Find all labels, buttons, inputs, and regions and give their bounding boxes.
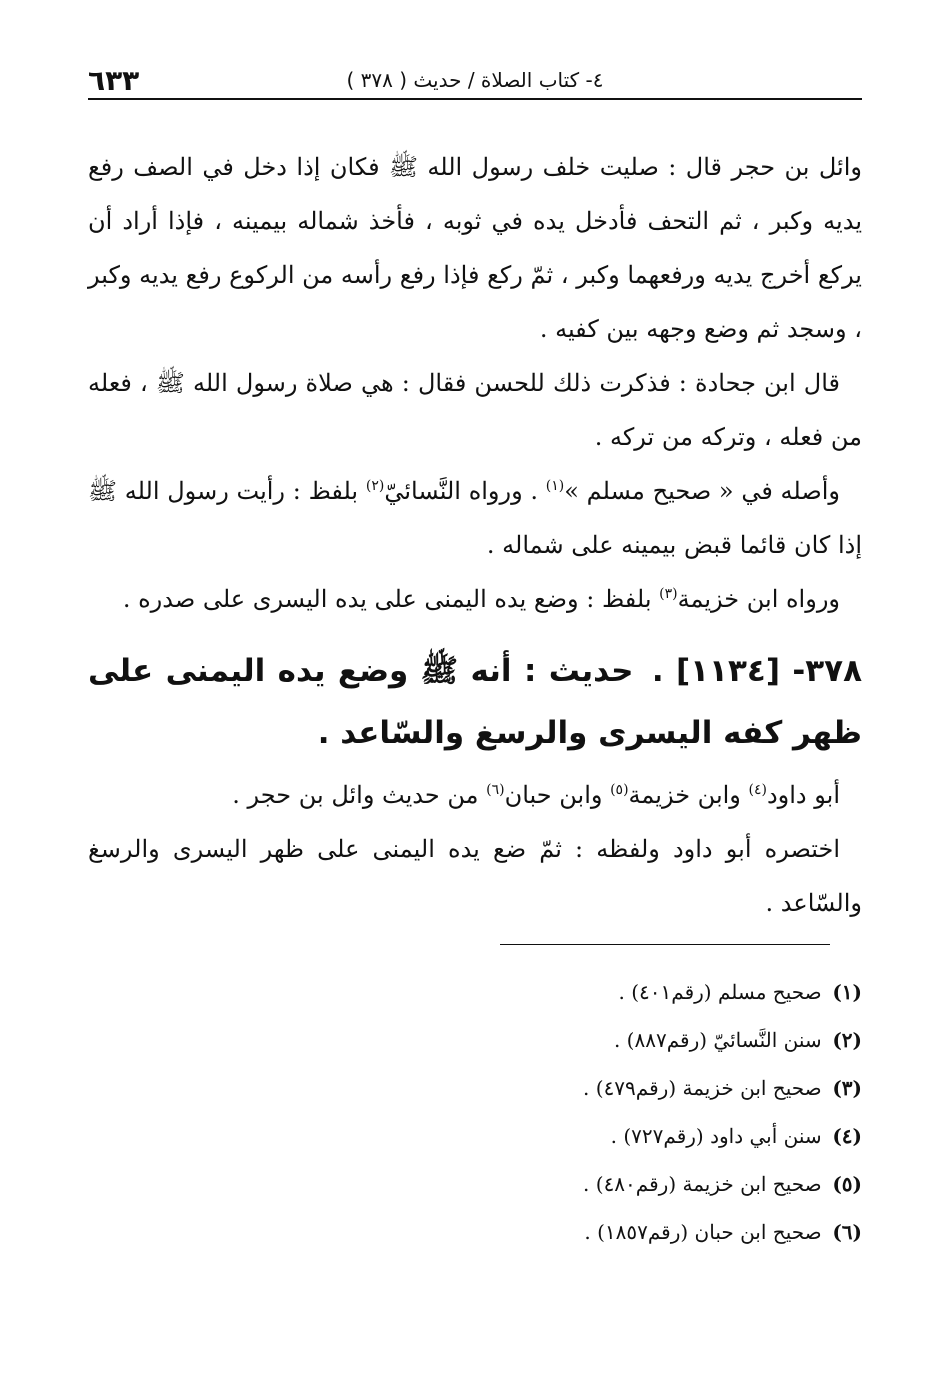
hadith-text: حديث : أنه ﷺ وضع يده اليمنى على ظهر كفه اليسرى والرسغ والسّاعد . xyxy=(88,653,862,751)
footnote-text: صحيح مسلم (رقم٤٠١) . xyxy=(618,980,822,1004)
paragraph-sources xyxy=(88,768,862,822)
footnote-number: (١) xyxy=(832,980,862,1004)
running-title: ٤- كتاب الصلاة / حديث ( ٣٧٨ ) xyxy=(346,68,604,92)
text-segment: وابن خزيمة xyxy=(628,781,749,809)
footnote-number: (٥) xyxy=(832,1172,862,1196)
text-segment: بلفظ : وضع يده اليمنى على يده اليسرى على صدره . xyxy=(122,585,660,613)
text-segment: من حديث وائل بن حجر . xyxy=(232,781,487,809)
footnote-text: صحيح ابن خزيمة (رقم٤٧٩) . xyxy=(583,1076,822,1100)
footnote-number: (٤) xyxy=(832,1124,862,1148)
footnote-number: (٢) xyxy=(832,1028,862,1052)
footnotes xyxy=(300,968,862,1256)
footnote-number: (٦) xyxy=(832,1220,862,1244)
page-number: ٦٣٣ xyxy=(88,64,140,97)
text-segment: وابن حبان xyxy=(504,781,611,809)
footnote-item xyxy=(300,1016,862,1064)
paragraph-narration: وائل بن حجر قال : صليت خلف رسول الله ﷺ فكان إذا دخل في الصف رفع يديه وكبر ، ثم التحف فأدخل يده في ثوبه ، فأخذ شماله بيمينه ، فإذا أراد أن يركع أخرج يديه ورفعهما وكبر ، ثمّ ركع فإذا رفع رأسه من الركوع رفع يديه وكبر ، وسجد ثم وضع وجهه بين كفيه . xyxy=(88,153,862,343)
footnote-text: سنن أبي داود (رقم٧٢٧) . xyxy=(610,1124,822,1148)
text-segment: . ورواه النَّسائيّ xyxy=(384,477,546,505)
hadith-number: ٣٧٨- [١١٣٤] . xyxy=(651,653,863,689)
footnote-item xyxy=(300,1064,862,1112)
hadith-heading xyxy=(88,640,862,764)
footnote-text: سنن النَّسائيّ (رقم٨٨٧) . xyxy=(613,1028,822,1052)
footnote-text: صحيح ابن حبان (رقم١٨٥٧) . xyxy=(584,1220,822,1244)
footnote-item xyxy=(300,968,862,1016)
paragraph-origin xyxy=(88,464,862,572)
text-segment: بلفظ : رأيت رسول الله ﷺ إذا كان قائما قبض بيمينه على شماله . xyxy=(88,477,862,559)
footnote-ref[interactable]: (٢) xyxy=(365,478,385,494)
paragraph-abridged: اختصره أبو داود ولفظه : ثمّ ضع يده اليمنى على ظهر اليسرى والرسغ والسّاعد . xyxy=(88,835,862,917)
footnote-item xyxy=(300,1208,862,1256)
text-segment: أبو داود xyxy=(766,781,840,809)
footnote-ref[interactable]: (١) xyxy=(545,478,565,494)
main-text xyxy=(88,140,862,930)
text-segment: ورواه ابن خزيمة xyxy=(677,585,840,613)
paragraph-ibn-khuzayma xyxy=(88,572,862,626)
text-segment: وأصله في « صحيح مسلم » xyxy=(564,477,841,505)
footnote-number: (٣) xyxy=(832,1076,862,1100)
footnote-ref[interactable]: (٥) xyxy=(610,782,629,798)
footnote-text: صحيح ابن خزيمة (رقم٤٨٠) . xyxy=(583,1172,822,1196)
footnote-divider xyxy=(500,944,830,945)
footnote-ref[interactable]: (٣) xyxy=(659,586,678,602)
footnote-ref[interactable]: (٦) xyxy=(486,782,505,798)
paragraph-ibn-juhada: قال ابن جحادة : فذكرت ذلك للحسن فقال : هي صلاة رسول الله ﷺ ، فعله من فعله ، وتركه من تركه . xyxy=(88,369,862,451)
footnote-item xyxy=(300,1160,862,1208)
footnote-item xyxy=(300,1112,862,1160)
footnote-ref[interactable]: (٤) xyxy=(748,782,767,798)
page-header xyxy=(88,58,862,100)
